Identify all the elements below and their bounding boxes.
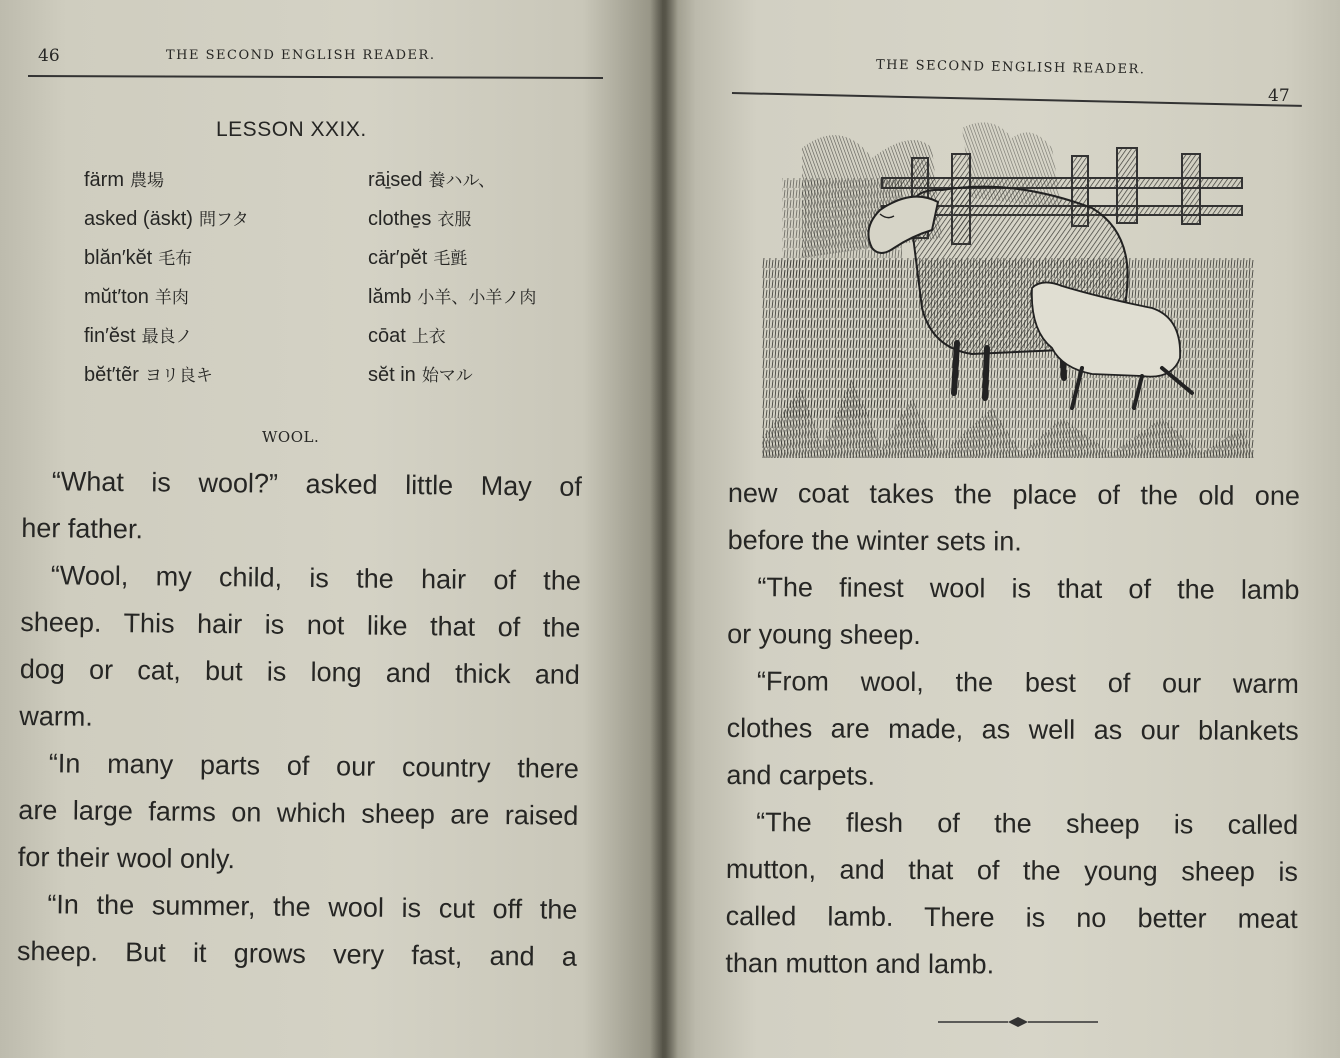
vocab-word: färm <box>84 169 124 191</box>
vocab-column-right <box>368 166 536 400</box>
vocab-entry <box>84 322 249 361</box>
text-line: and carpets. <box>726 759 876 791</box>
left-page <box>0 0 662 1058</box>
vocab-gloss: 小羊、小羊ノ肉 <box>417 288 537 307</box>
vocab-gloss: 始マル <box>421 366 473 385</box>
vocab-entry <box>368 205 536 244</box>
vocab-entry <box>368 361 536 400</box>
vocab-entry <box>84 166 249 205</box>
vocab-gloss: 農場 <box>130 171 164 190</box>
vocab-entry <box>368 322 536 361</box>
section-title: WOOL. <box>262 428 320 446</box>
end-ornament <box>938 1014 1098 1033</box>
running-head-left: THE SECOND ENGLISH READER. <box>166 48 436 63</box>
vocab-word: blăn′kĕt <box>84 247 153 269</box>
text-line: “In many parts of our country there <box>48 748 580 784</box>
text-line: called lamb. There is no better meat <box>725 900 1298 934</box>
text-line: clothes are made, as well as our blankets <box>726 712 1299 746</box>
vocab-gloss: 羊肉 <box>154 288 189 307</box>
text-line: new coat takes the place of the old one <box>727 478 1300 511</box>
vocab-word: lămb <box>368 286 412 308</box>
text-line: warm. <box>19 700 94 732</box>
vocab-entry <box>368 283 536 322</box>
text-line: before the winter sets in. <box>727 524 1022 557</box>
text-line: mutton, and that of the young sheep is <box>725 853 1299 887</box>
header-rule-left <box>28 75 603 79</box>
vocab-gloss: 養ハル、 <box>428 171 496 190</box>
right-body-text <box>725 478 1300 998</box>
lesson-title: LESSON XXIX. <box>216 118 367 141</box>
sheep-lamb-illustration <box>762 118 1254 458</box>
vocab-gloss: 衣服 <box>437 210 472 229</box>
vocab-gloss: 問フタ <box>198 210 249 229</box>
text-line: or young sheep. <box>727 618 921 651</box>
text-line: dog or cat, but is long and thick and <box>19 653 581 690</box>
vocab-word: bĕt′tẽr <box>84 364 139 386</box>
vocab-gloss: 最良ノ <box>141 327 193 346</box>
page-number-left: 46 <box>38 46 60 66</box>
vocab-word: asked (äskt) <box>84 208 193 230</box>
text-line: “The finest wool is that of the lamb <box>757 572 1300 605</box>
sheep-illustration-svg <box>762 118 1254 458</box>
vocab-gloss: 上衣 <box>411 327 446 346</box>
text-line: “From wool, the best of our warm <box>756 666 1300 699</box>
header-rule-right <box>732 92 1302 107</box>
vocab-word: clothe̱s <box>368 208 432 230</box>
text-line: for their wool only. <box>17 841 236 875</box>
vocab-entry <box>368 244 536 283</box>
book-gutter <box>650 0 678 1058</box>
vocab-gloss: 毛布 <box>158 249 193 268</box>
text-line: are large farms on which sheep are raised <box>18 794 579 831</box>
vocab-entry <box>84 283 249 322</box>
ornament-svg <box>938 1015 1098 1029</box>
text-line: “The flesh of the sheep is called <box>756 807 1299 840</box>
vocab-word: cär′pĕt <box>368 247 428 269</box>
vocab-word: fin′ĕst <box>84 325 136 347</box>
text-line: “Wool, my child, is the hair of the <box>50 560 581 596</box>
text-line: “What is wool?” asked little May of <box>51 466 582 502</box>
text-line: sheep. But it grows very fast, and a <box>16 935 578 972</box>
vocab-word: sĕt in <box>368 364 416 386</box>
vocab-word: mŭt′ton <box>84 286 149 308</box>
vocab-word: rāi̱sed <box>368 169 423 191</box>
vocab-word: cōat <box>368 325 406 347</box>
vocab-entry <box>84 244 249 283</box>
text-line: than mutton and lamb. <box>725 947 995 980</box>
text-line: sheep. This hair is not like that of the <box>20 606 581 643</box>
vocab-gloss: 毛氈 <box>433 249 468 268</box>
vocab-entry <box>84 205 249 244</box>
left-body-text <box>17 466 582 989</box>
running-head-right: THE SECOND ENGLISH READER. <box>875 57 1146 78</box>
vocab-entry <box>368 166 536 205</box>
page-number-right: 47 <box>1268 86 1290 106</box>
vocab-entry <box>84 361 249 400</box>
text-line: her father. <box>21 512 144 545</box>
vocab-gloss: ヨリ良キ <box>144 366 213 385</box>
text-line: “In the summer, the wool is cut off the <box>47 889 578 925</box>
vocab-column-left <box>84 166 249 400</box>
right-page <box>662 0 1340 1058</box>
